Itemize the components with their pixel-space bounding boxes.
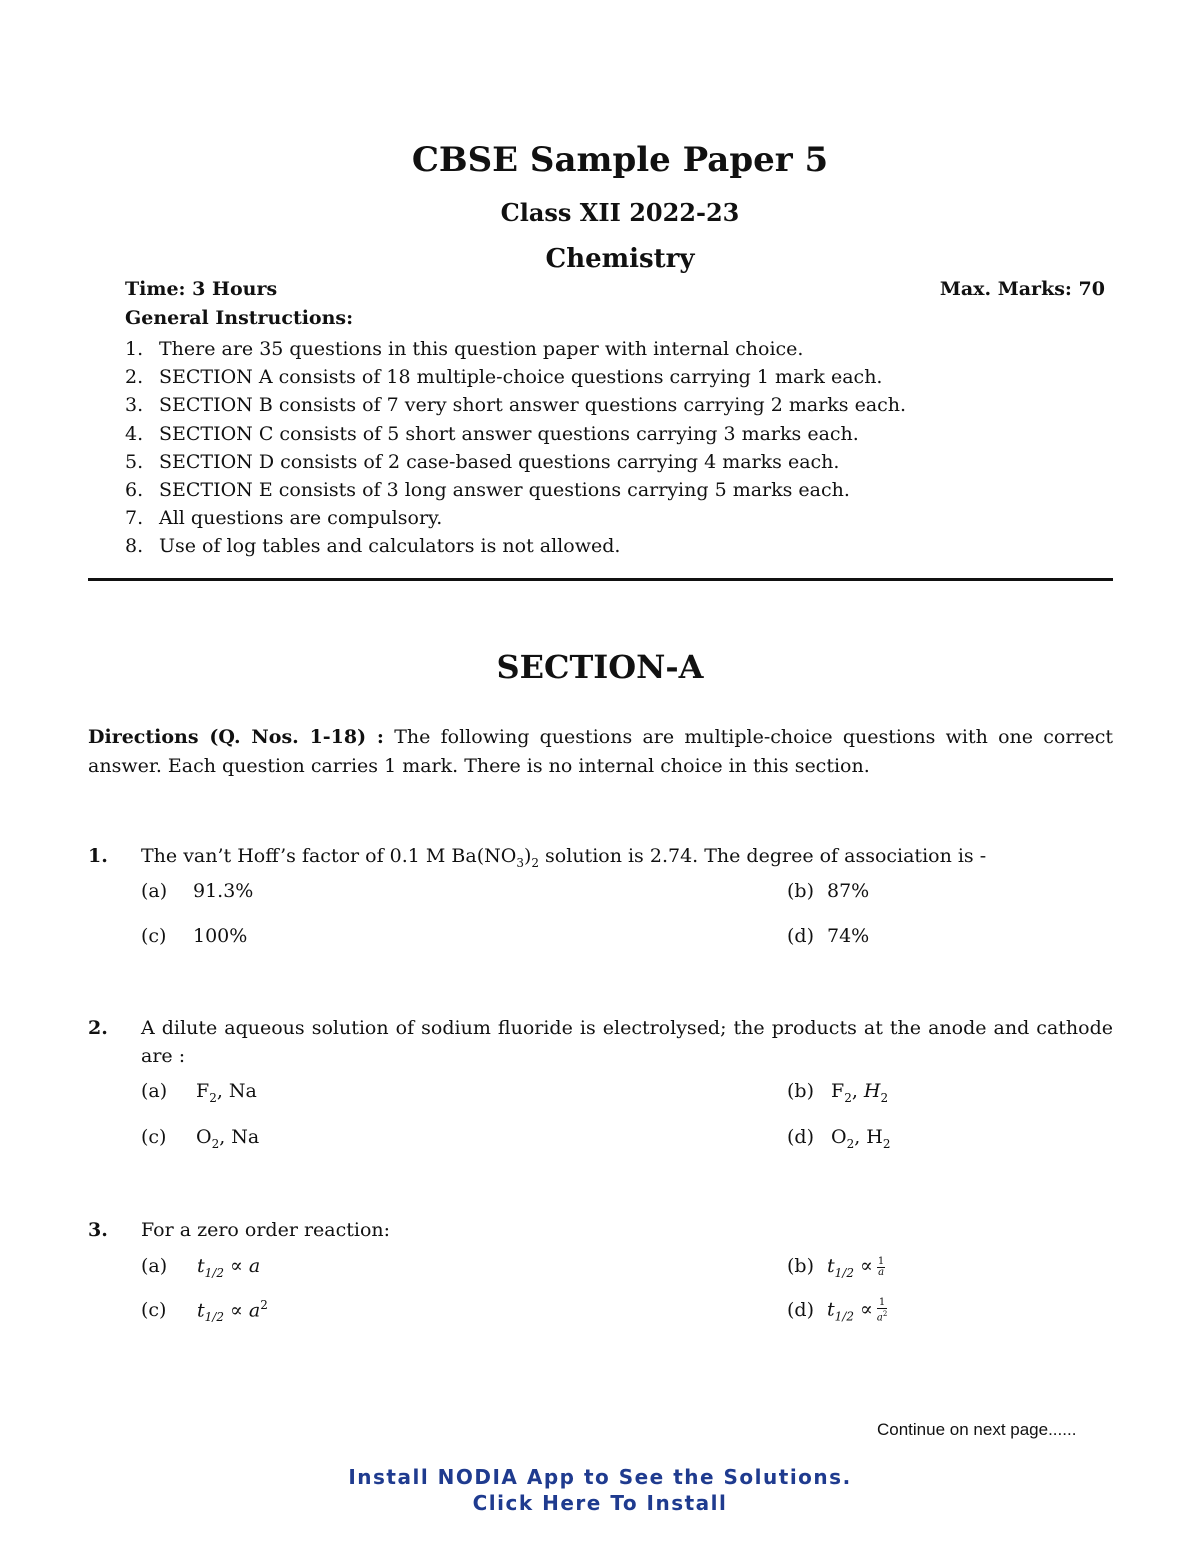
- q3-option-d[interactable]: (d) $t_{1/2}$ ∝ $\frac{1}{a^2}$: [787, 1297, 888, 1324]
- q3-option-b[interactable]: (b) $t_{1/2}$ ∝ $\frac{1}{a}$: [787, 1255, 885, 1280]
- q3-option-a[interactable]: (a) $t_{1/2} \propto a$: [141, 1255, 261, 1280]
- continue-note: Continue on next page......: [877, 1420, 1077, 1439]
- time-label: Time: 3 Hours: [125, 278, 278, 300]
- question-number: 1.: [88, 845, 108, 867]
- paper-title: CBSE Sample Paper 5: [411, 140, 829, 180]
- click-to-install-link[interactable]: Click Here To Install: [472, 1491, 728, 1515]
- question-number: 2.: [88, 1017, 108, 1039]
- directions-label: Directions (Q. Nos. 1-18) :: [88, 726, 384, 748]
- q2-option-a[interactable]: (a) $F_2$, Na: [141, 1080, 257, 1105]
- horizontal-divider: [88, 578, 1113, 581]
- instruction-item: 4. SECTION C consists of 5 short answer questions carrying 3 marks each.: [125, 422, 859, 445]
- instruction-item: 7. All questions are compulsory.: [125, 507, 443, 530]
- fraction: $\frac{1}{a^2}$: [876, 1297, 888, 1324]
- question-text: The van’t Hoff’s factor of 0.1 M $Ba(NO_3)_2$ solution is 2.74. The degree of association is -: [141, 845, 987, 870]
- q1-option-a[interactable]: (a) 91.3%: [141, 880, 254, 902]
- instruction-item: 1. There are 35 questions in this question paper with internal choice.: [125, 338, 804, 360]
- question-2: [88, 1014, 1113, 1070]
- install-app-link[interactable]: Install NODIA App to See the Solutions.: [348, 1465, 852, 1489]
- instructions-list: [125, 335, 906, 561]
- question-3: [88, 1216, 1113, 1244]
- q1-option-d[interactable]: (d) 74%: [787, 925, 870, 947]
- q1-option-b[interactable]: (b) 87%: [787, 880, 870, 902]
- q2-option-b[interactable]: (b) $F_2$, $H_2$: [787, 1080, 889, 1105]
- q2-option-c[interactable]: (c) $O_2$, Na: [141, 1126, 260, 1151]
- directions-text: The following questions are multiple-choice questions with one correct answer. Each question carries 1 mark. There is no internal choice in this section.: [88, 726, 1113, 777]
- question-1: [88, 842, 1113, 877]
- class-line: Class XII 2022-23: [500, 198, 740, 227]
- section-directions: [88, 723, 1113, 781]
- instructions-heading: General Instructions:: [125, 307, 354, 329]
- question-number: 3.: [88, 1219, 108, 1241]
- q2-option-d[interactable]: (d) $O_2$, $H_2$: [787, 1126, 891, 1151]
- instruction-item: 8. Use of log tables and calculators is not allowed.: [125, 535, 621, 558]
- max-marks-label: Max. Marks: 70: [939, 278, 1105, 300]
- q3-option-c[interactable]: (c) $t_{1/2} \propto a^2$: [141, 1298, 268, 1325]
- instruction-item: 6. SECTION E consists of 3 long answer questions carrying 5 marks each.: [125, 478, 850, 501]
- subject-title: Chemistry: [545, 244, 695, 274]
- section-heading: SECTION-A: [496, 648, 704, 686]
- instruction-item: 3. SECTION B consists of 7 very short answer questions carrying 2 marks each.: [125, 394, 907, 417]
- question-text: For a zero order reaction:: [141, 1219, 391, 1241]
- fraction: $\frac{1}{a}$: [877, 1255, 885, 1278]
- instruction-item: 5. SECTION D consists of 2 case-based questions carrying 4 marks each.: [125, 450, 840, 473]
- instruction-item: 2. SECTION A consists of 18 multiple-choice questions carrying 1 mark each.: [125, 366, 883, 389]
- q1-option-c[interactable]: (c) 100%: [141, 925, 248, 947]
- question-text: A dilute aqueous solution of sodium fluoride is electrolysed; the products at the anode and cathode are :: [141, 1017, 1113, 1067]
